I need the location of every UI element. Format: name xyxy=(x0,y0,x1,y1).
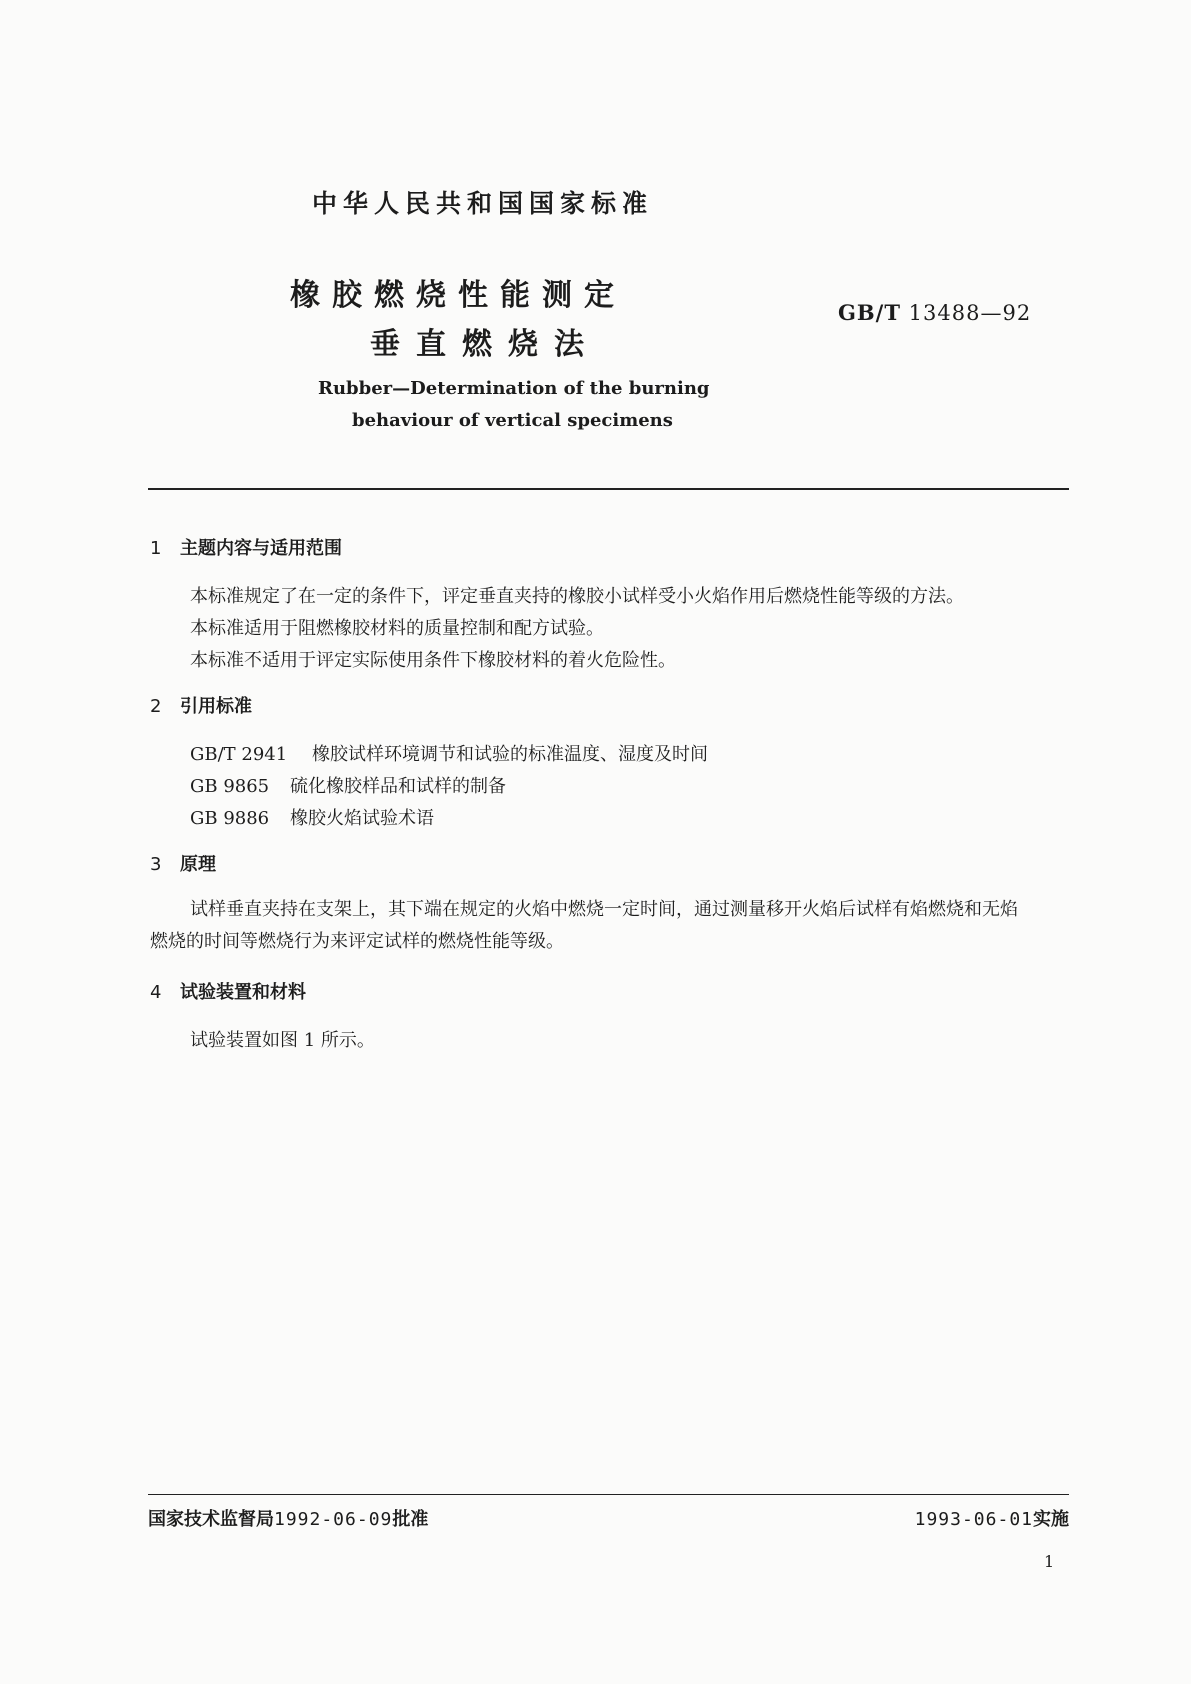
reference-code: GB 9865 xyxy=(190,776,270,797)
footer-divider xyxy=(148,1494,1069,1495)
effective-info xyxy=(915,1505,1069,1531)
standard-code xyxy=(838,300,1031,325)
effective-date: 1993-06-01 xyxy=(914,1509,1033,1530)
effective-suffix: 实施 xyxy=(1033,1509,1069,1530)
section-number: 3 xyxy=(150,854,162,875)
reference-item xyxy=(190,772,506,798)
section-number: 4 xyxy=(150,982,162,1003)
reference-name: 橡胶试样环境调节和试验的标准温度、湿度及时间 xyxy=(312,744,708,765)
section-3-heading xyxy=(150,850,216,876)
title-line-1: 橡胶燃烧性能测定 xyxy=(290,278,626,313)
section-4-paragraph: 试验装置如图 1 所示。 xyxy=(190,1030,375,1051)
page-number: 1 xyxy=(1044,1552,1055,1571)
reference-item xyxy=(190,804,434,830)
standard-type: 中华人民共和国国家标准 xyxy=(312,189,654,218)
section-1-heading xyxy=(150,534,342,560)
standard-code-number: 13488—92 xyxy=(908,301,1032,325)
section-number: 2 xyxy=(150,696,162,717)
standard-code-prefix: GB/T xyxy=(838,300,901,325)
english-title-line-1: Rubber—Determination of the burning xyxy=(318,378,710,399)
section-title: 主题内容与适用范围 xyxy=(180,538,342,559)
section-1-paragraph: 本标准不适用于评定实际使用条件下橡胶材料的着火危险性。 xyxy=(190,650,676,671)
approval-info xyxy=(148,1505,428,1531)
section-2-heading xyxy=(150,692,252,718)
header-divider xyxy=(148,488,1069,490)
reference-code: GB 9886 xyxy=(190,808,270,829)
section-1-paragraph: 本标准适用于阻燃橡胶材料的质量控制和配方试验。 xyxy=(190,618,604,639)
section-title: 试验装置和材料 xyxy=(180,982,306,1003)
approval-suffix: 批准 xyxy=(392,1509,429,1530)
section-3-paragraph: 试样垂直夹持在支架上，其下端在规定的火焰中燃烧一定时间，通过测量移开火焰后试样有焰燃烧和无焰燃烧的时间等燃烧行为来评定试样的燃烧性能等级。 xyxy=(150,899,1018,952)
section-1-paragraph: 本标准规定了在一定的条件下，评定垂直夹持的橡胶小试样受小火焰作用后燃烧性能等级的方法。 xyxy=(190,586,964,607)
section-title: 原理 xyxy=(180,854,216,875)
section-number: 1 xyxy=(150,538,162,559)
section-4-heading xyxy=(150,978,306,1004)
section-title: 引用标准 xyxy=(180,696,252,717)
approval-org: 国家技术监督局 xyxy=(148,1509,274,1530)
reference-name: 橡胶火焰试验术语 xyxy=(290,808,434,829)
english-title-line-2: behaviour of vertical specimens xyxy=(352,410,673,431)
approval-date: 1992-06-09 xyxy=(274,1509,393,1530)
title-line-2: 垂直燃烧法 xyxy=(370,327,600,362)
reference-item xyxy=(190,740,708,766)
reference-code: GB/T 2941 xyxy=(190,744,288,765)
reference-name: 硫化橡胶样品和试样的制备 xyxy=(290,776,506,797)
